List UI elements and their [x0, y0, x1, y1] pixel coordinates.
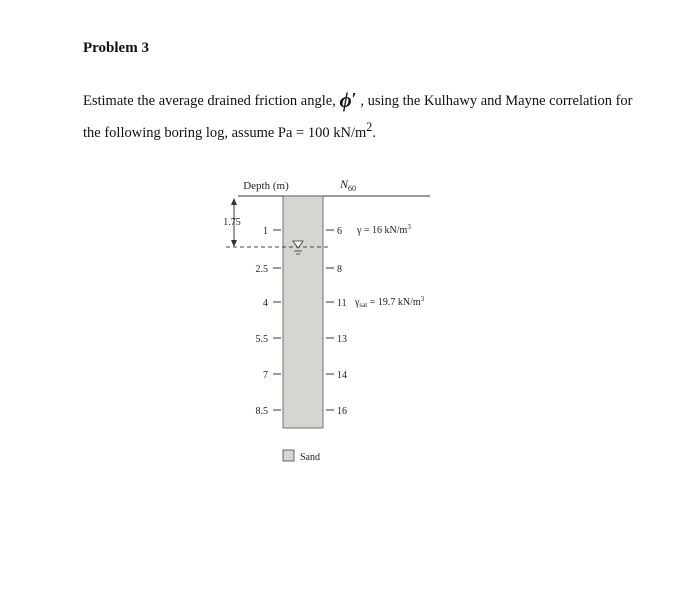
sand-legend-swatch	[283, 450, 294, 461]
problem-heading: Problem 3	[83, 40, 149, 56]
dimension-arrow-up	[231, 198, 237, 205]
n60-value: 8	[337, 264, 342, 275]
n60-value: 16	[337, 406, 347, 417]
n60-header: $N_{60}$	[340, 177, 357, 193]
water-table-depth-label: 1.75	[223, 217, 241, 228]
phi-symbol: ϕ	[339, 88, 352, 112]
n60-value: 14	[337, 370, 347, 381]
depth-label: 8.5	[255, 406, 268, 417]
depth-header: Depth (m)	[243, 180, 289, 192]
problem-statement-line-2: the following boring log, assume Pa = 100 $kN/m^2$.	[83, 120, 376, 141]
depth-label: 1	[263, 226, 268, 237]
n60-value: 6	[337, 226, 342, 237]
dimension-arrow-down	[231, 240, 237, 247]
gamma-annotation: γ = 16 $kN/m^3$	[357, 223, 411, 236]
problem-statement-line-1: Estimate the average drained friction angle, ϕ′ , using the Kulhawy and Mayne correlation for	[83, 88, 633, 112]
depth-label: 2.5	[255, 264, 268, 275]
sand-column	[283, 196, 323, 428]
n60-value: 11	[337, 298, 347, 309]
gamma-sat-annotation: $\gamma_{sat} = 19.7$ $kN/m^3$	[355, 295, 425, 309]
depth-label: 4	[263, 298, 268, 309]
n60-value: 13	[337, 334, 347, 345]
prime-symbol: ′	[351, 89, 357, 109]
sand-legend-label: Sand	[300, 452, 320, 463]
depth-label: 5.5	[255, 334, 268, 345]
depth-label: 7	[263, 370, 268, 381]
